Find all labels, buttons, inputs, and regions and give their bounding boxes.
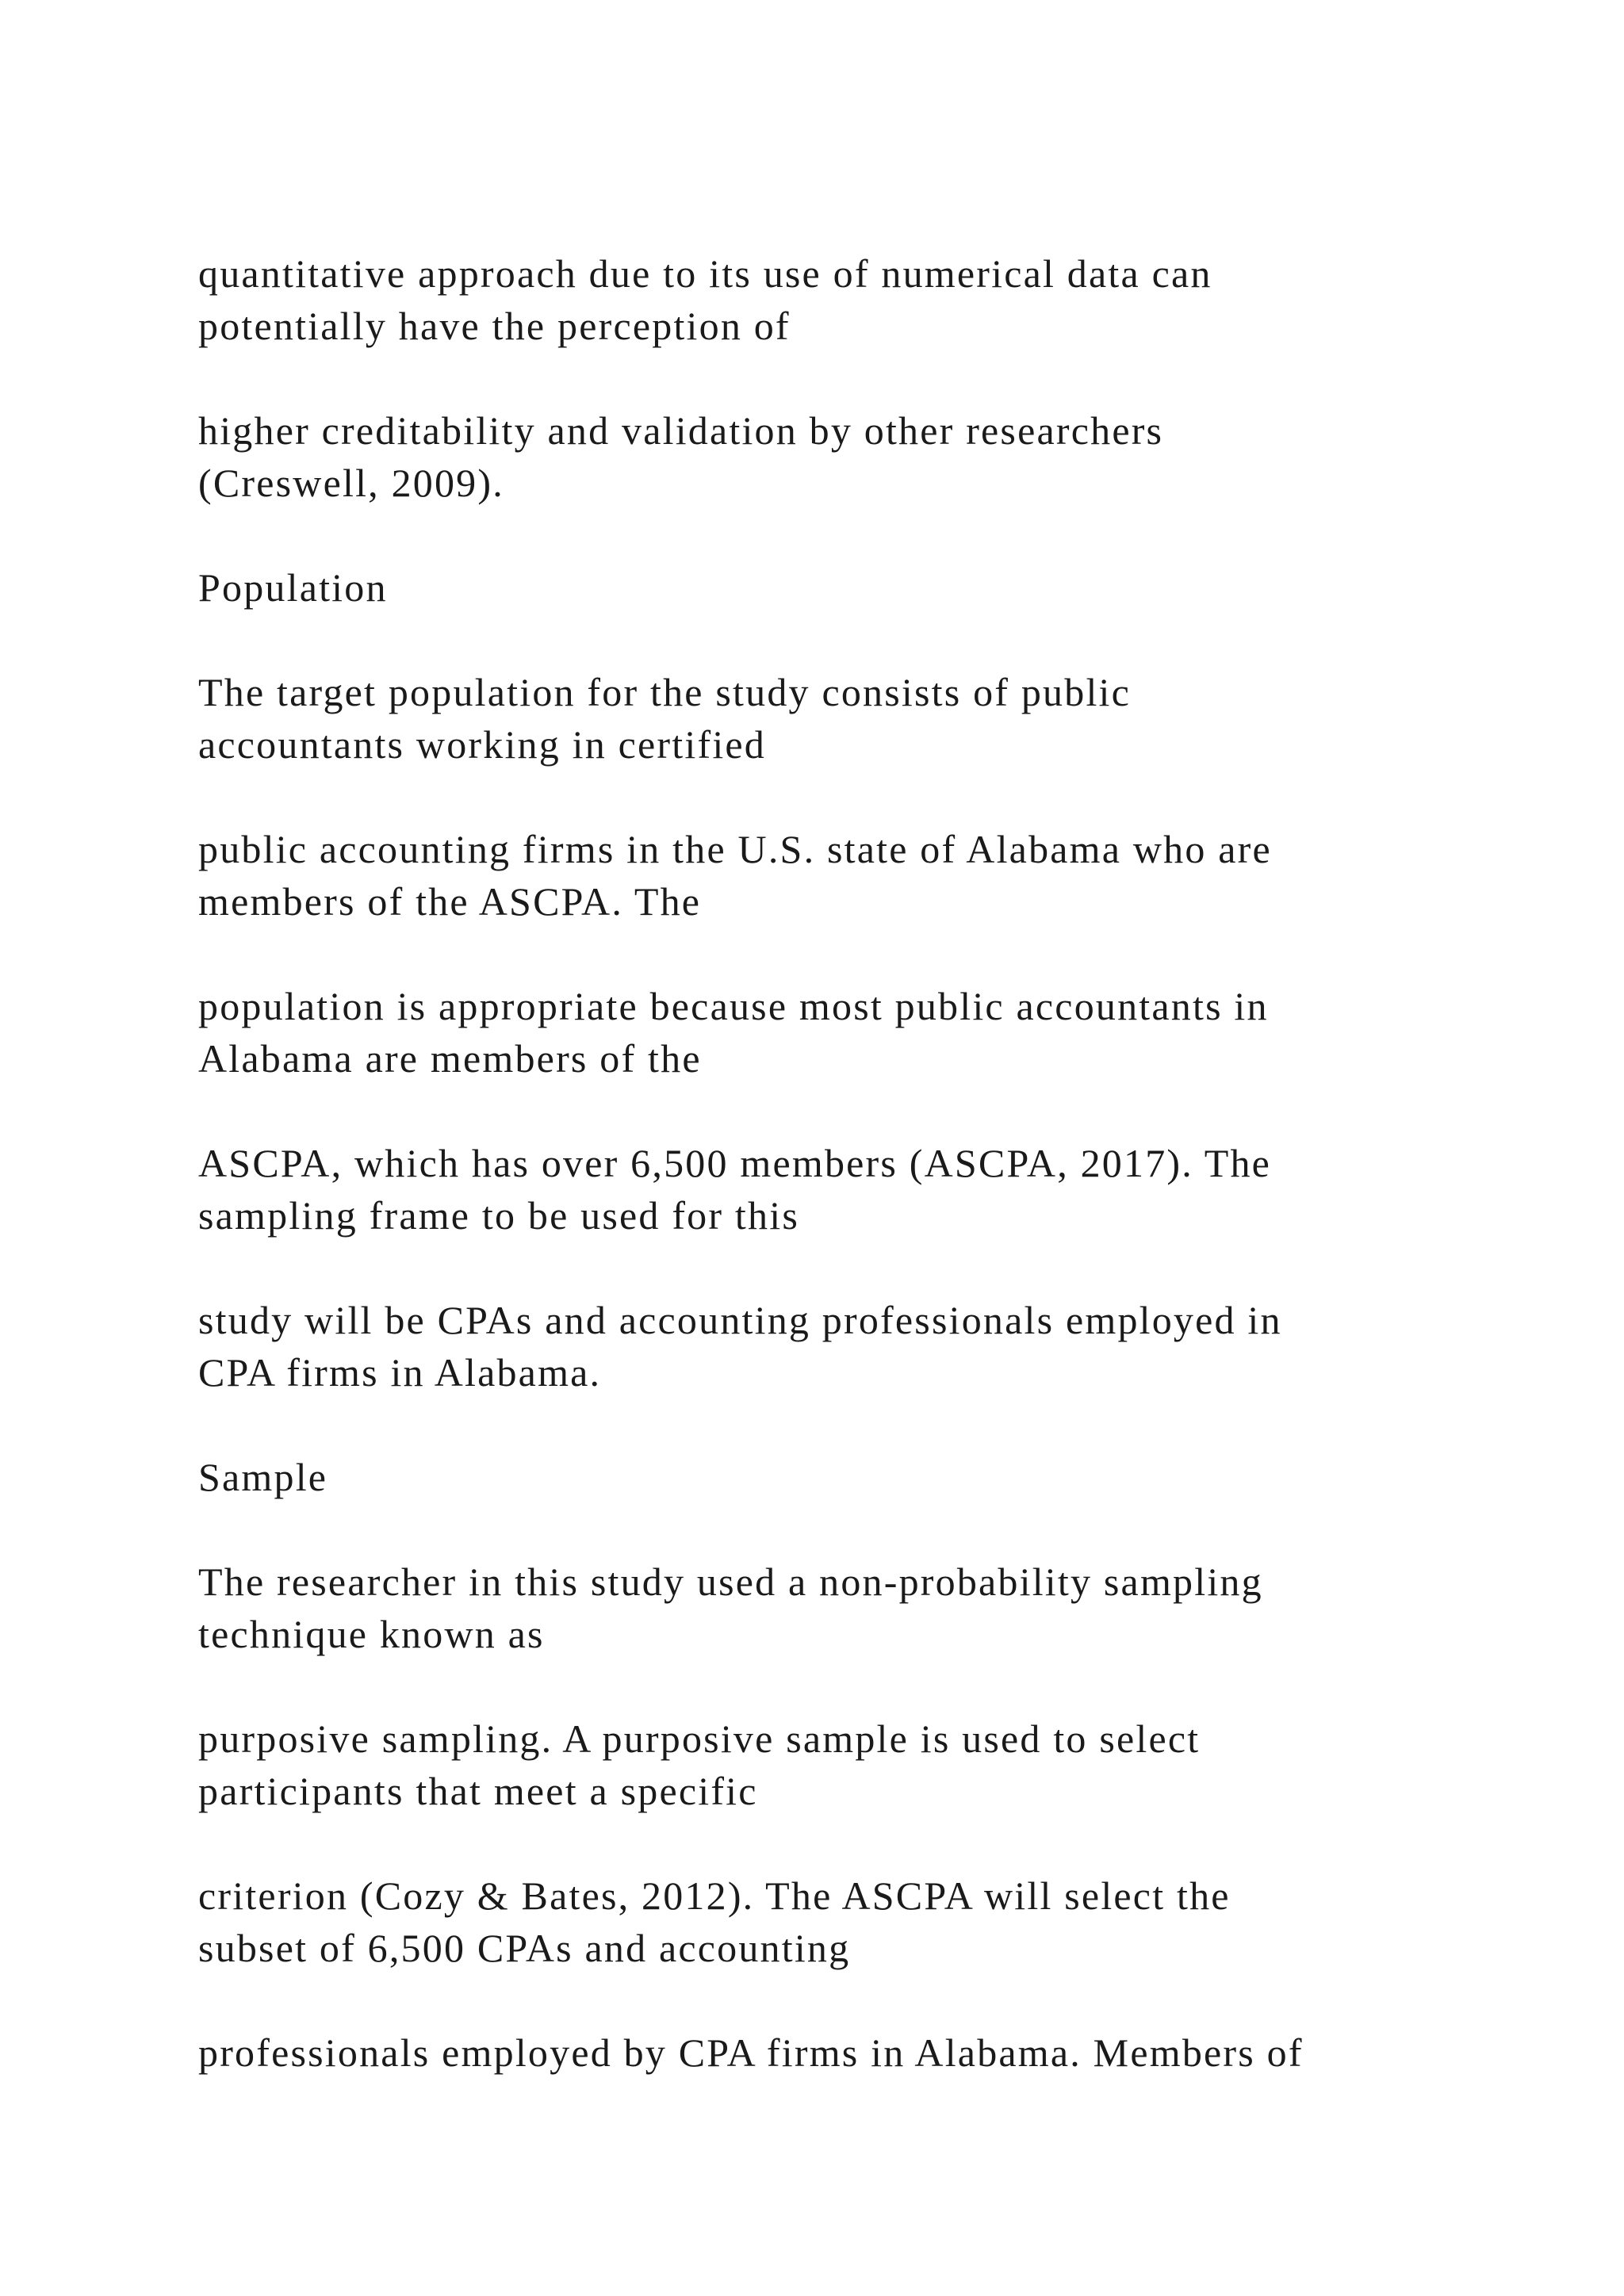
text-line: quantitative approach due to its use of numerical data can [198,251,1212,296]
paragraph [198,823,1515,928]
paragraph [198,666,1515,771]
text-line: population is appropriate because most public accountants in [198,984,1269,1028]
paragraph [198,980,1515,1085]
text-line: public accounting firms in the U.S. state of Alabama who are [198,827,1272,871]
text-line: ASCPA, which has over 6,500 members (ASCPA, 2017). The [198,1141,1272,1185]
section-heading-population [198,561,1515,614]
section-heading-sample [198,1451,1515,1503]
text-line: members of the ASCPA. The [198,879,702,924]
paragraph [198,1556,1515,1660]
text-line: (Creswell, 2009). [198,461,504,505]
text-line: potentially have the perception of [198,304,791,348]
paragraph [198,247,1515,352]
text-line: sampling frame to be used for this [198,1193,799,1238]
text-line: Alabama are members of the [198,1036,702,1081]
text-line: professionals employed by CPA firms in Alabama. Members of [198,2030,1304,2075]
paragraph [198,1294,1515,1399]
paragraph [198,404,1515,509]
paragraph [198,1869,1515,1974]
text-line: higher creditability and validation by other researchers [198,408,1164,453]
text-line: The target population for the study consists of public [198,670,1132,714]
heading-text: Population [198,565,388,610]
paragraph [198,2026,1515,2079]
text-line: criterion (Cozy & Bates, 2012). The ASCPA will select the [198,1873,1231,1918]
text-line: subset of 6,500 CPAs and accounting [198,1926,851,1970]
document-body [198,247,1515,2131]
text-line: purposive sampling. A purposive sample is used to select [198,1716,1201,1761]
text-line: study will be CPAs and accounting professionals employed in [198,1298,1282,1342]
text-line: The researcher in this study used a non-probability sampling [198,1559,1263,1604]
text-line: participants that meet a specific [198,1769,758,1813]
text-line: CPA firms in Alabama. [198,1350,602,1395]
text-line: accountants working in certified [198,722,767,767]
heading-text: Sample [198,1455,328,1499]
text-line: technique known as [198,1612,545,1656]
paragraph [198,1137,1515,1242]
paragraph [198,1712,1515,1817]
